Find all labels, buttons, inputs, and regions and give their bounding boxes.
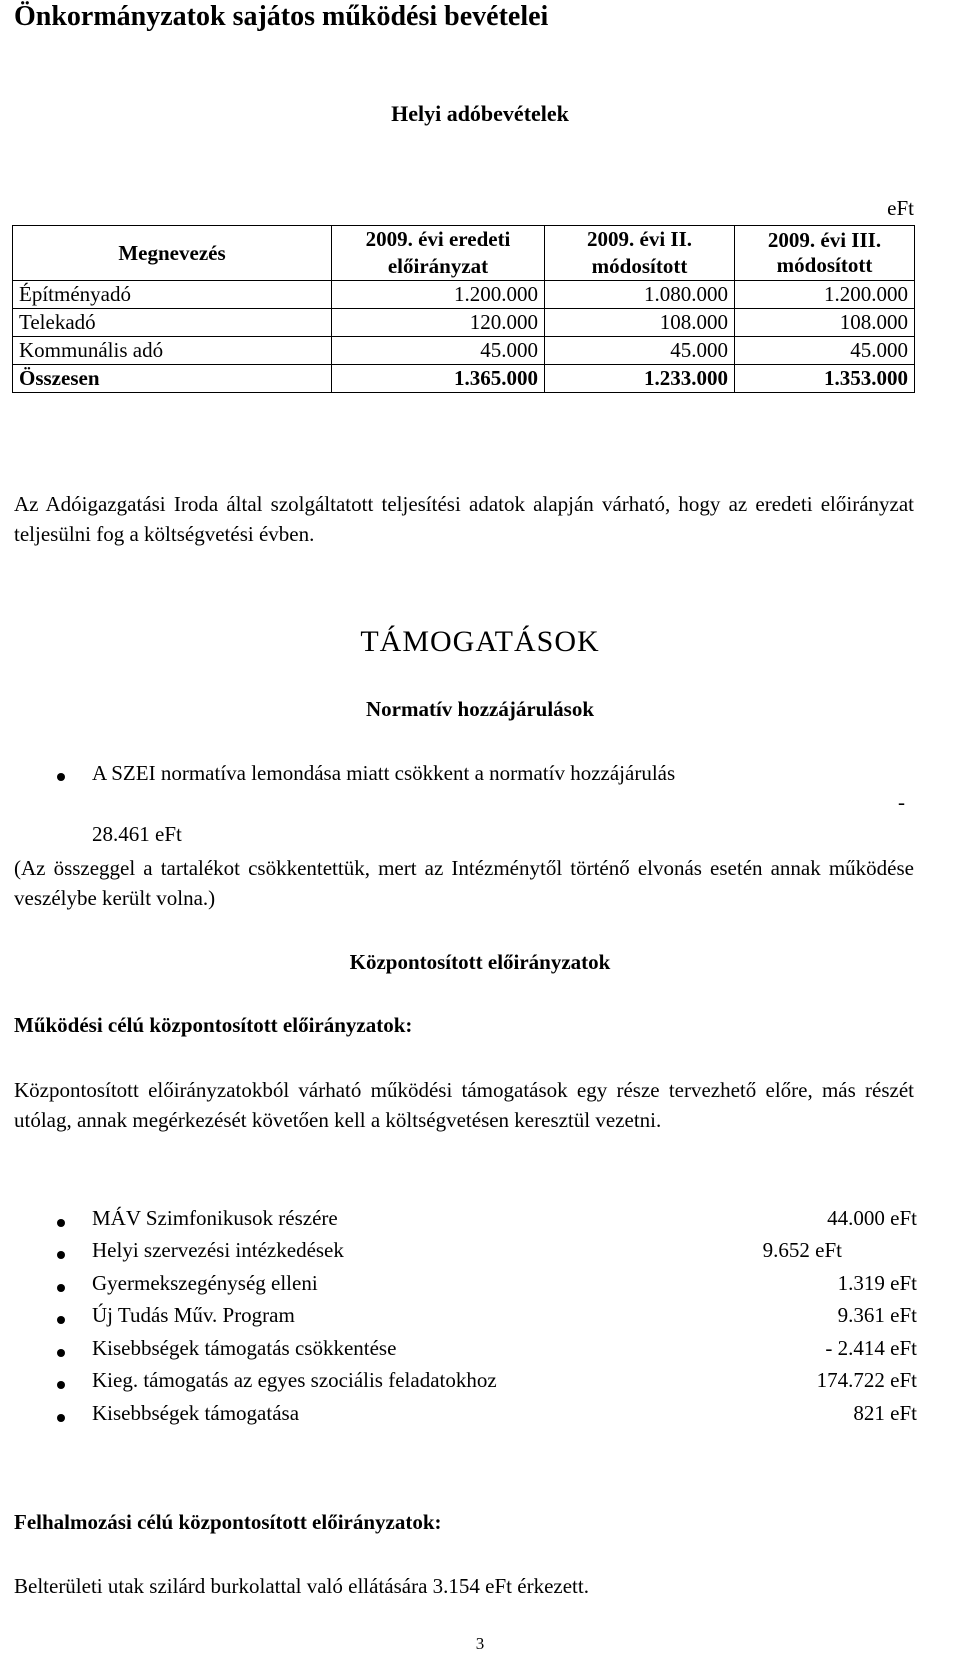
list-item-label: Gyermekszegénység elleni (92, 1271, 318, 1295)
header-cell: 2009. évi eredeti előirányzat (332, 226, 545, 281)
central-note-paragraph: Központosított előirányzatokból várható működési támogatások egy része tervezhető előre, más részét utólag, annak megérkezését követően kell a költségvetésen keresztül vezetni. (14, 1078, 914, 1132)
cell-value: 120.000 (332, 309, 545, 337)
list-item-label: Új Tudás Műv. Program (92, 1303, 295, 1327)
tax-note-paragraph: Az Adóigazgatási Iroda által szolgáltatott teljesítési adatok alapján várható, hogy az eredeti előirányzat teljesülni fog a költségvetési évben. (14, 492, 914, 546)
table-row (13, 337, 915, 365)
page-number: 3 (475, 1634, 485, 1653)
list-item-value: 44.000 eFt (827, 1206, 917, 1230)
table-row (13, 281, 915, 309)
section-subtitle: Helyi adóbevételek (391, 101, 569, 126)
list-item-label: Kieg. támogatás az egyes szociális feladatokhoz (92, 1368, 497, 1392)
header-cell: Megnevezés (13, 226, 332, 281)
cell-value: 1.200.000 (332, 281, 545, 309)
row-label: Telekadó (13, 309, 332, 337)
list-item-label: Helyi szervezési intézkedések (92, 1238, 344, 1262)
cell-value: 1.080.000 (545, 281, 735, 309)
operating-heading: Működési célú központosított előirányzatok: (14, 1013, 413, 1037)
list-item-label: MÁV Szimfonikusok részére (92, 1206, 338, 1230)
table-total-row (13, 365, 915, 393)
szei-dash: - (898, 790, 905, 814)
cell-value: 1.353.000 (735, 365, 915, 393)
bullet-icon (57, 1414, 65, 1422)
cell-value: 108.000 (545, 309, 735, 337)
road-note-paragraph: Belterületi utak szilárd burkolattal való ellátására 3.154 eFt érkezett. (14, 1574, 589, 1598)
row-label: Építményadó (13, 281, 332, 309)
header-cell: 2009. évi II. módosított (545, 226, 735, 281)
bullet-icon (57, 773, 65, 781)
bullet-icon (57, 1284, 65, 1292)
header-cell: 2009. évi III. módosított (735, 226, 915, 281)
list-item-value: 1.319 eFt (837, 1271, 917, 1295)
cell-value: 1.365.000 (332, 365, 545, 393)
list-item-value: 9.361 eFt (837, 1303, 917, 1327)
tax-revenue-table (12, 225, 915, 393)
row-label: Összesen (13, 365, 332, 393)
szei-amount: 28.461 eFt (92, 822, 182, 846)
cell-value: 1.233.000 (545, 365, 735, 393)
cell-value: 45.000 (735, 337, 915, 365)
bullet-icon (57, 1316, 65, 1324)
list-item-label: Kisebbségek támogatása (92, 1401, 300, 1425)
cell-value: 45.000 (545, 337, 735, 365)
list-item-label: Kisebbségek támogatás csökkentése (92, 1336, 397, 1360)
bullet-icon (57, 1251, 65, 1259)
page-title: Önkormányzatok sajátos működési bevételei (14, 1, 549, 32)
support-heading: TÁMOGATÁSOK (360, 625, 600, 658)
unit-label: eFt (887, 196, 914, 220)
list-item-value: - 2.414 eFt (825, 1336, 917, 1360)
szei-item-text: A SZEI normatíva lemondása miatt csökkent a normatív hozzájárulás (92, 761, 676, 785)
bullet-icon (57, 1219, 65, 1227)
list-item-value: 9.652 eFt (762, 1238, 842, 1262)
cell-value: 1.200.000 (735, 281, 915, 309)
table-header-row (13, 226, 915, 281)
list-item-value: 821 eFt (853, 1401, 917, 1425)
row-label: Kommunális adó (13, 337, 332, 365)
bullet-icon (57, 1381, 65, 1389)
bullet-icon (57, 1349, 65, 1357)
table-row (13, 309, 915, 337)
capital-heading: Felhalmozási célú központosított előirányzatok: (14, 1510, 442, 1534)
reserve-note-paragraph: (Az összeggel a tartalékot csökkentettük, mert az Intézménytől történő elvonás esetén annak működése veszélybe került volna.) (14, 856, 914, 910)
normative-heading: Normatív hozzájárulások (365, 697, 595, 721)
cell-value: 45.000 (332, 337, 545, 365)
central-heading: Központosított előirányzatok (349, 950, 611, 974)
list-item-value: 174.722 eFt (816, 1368, 917, 1392)
cell-value: 108.000 (735, 309, 915, 337)
